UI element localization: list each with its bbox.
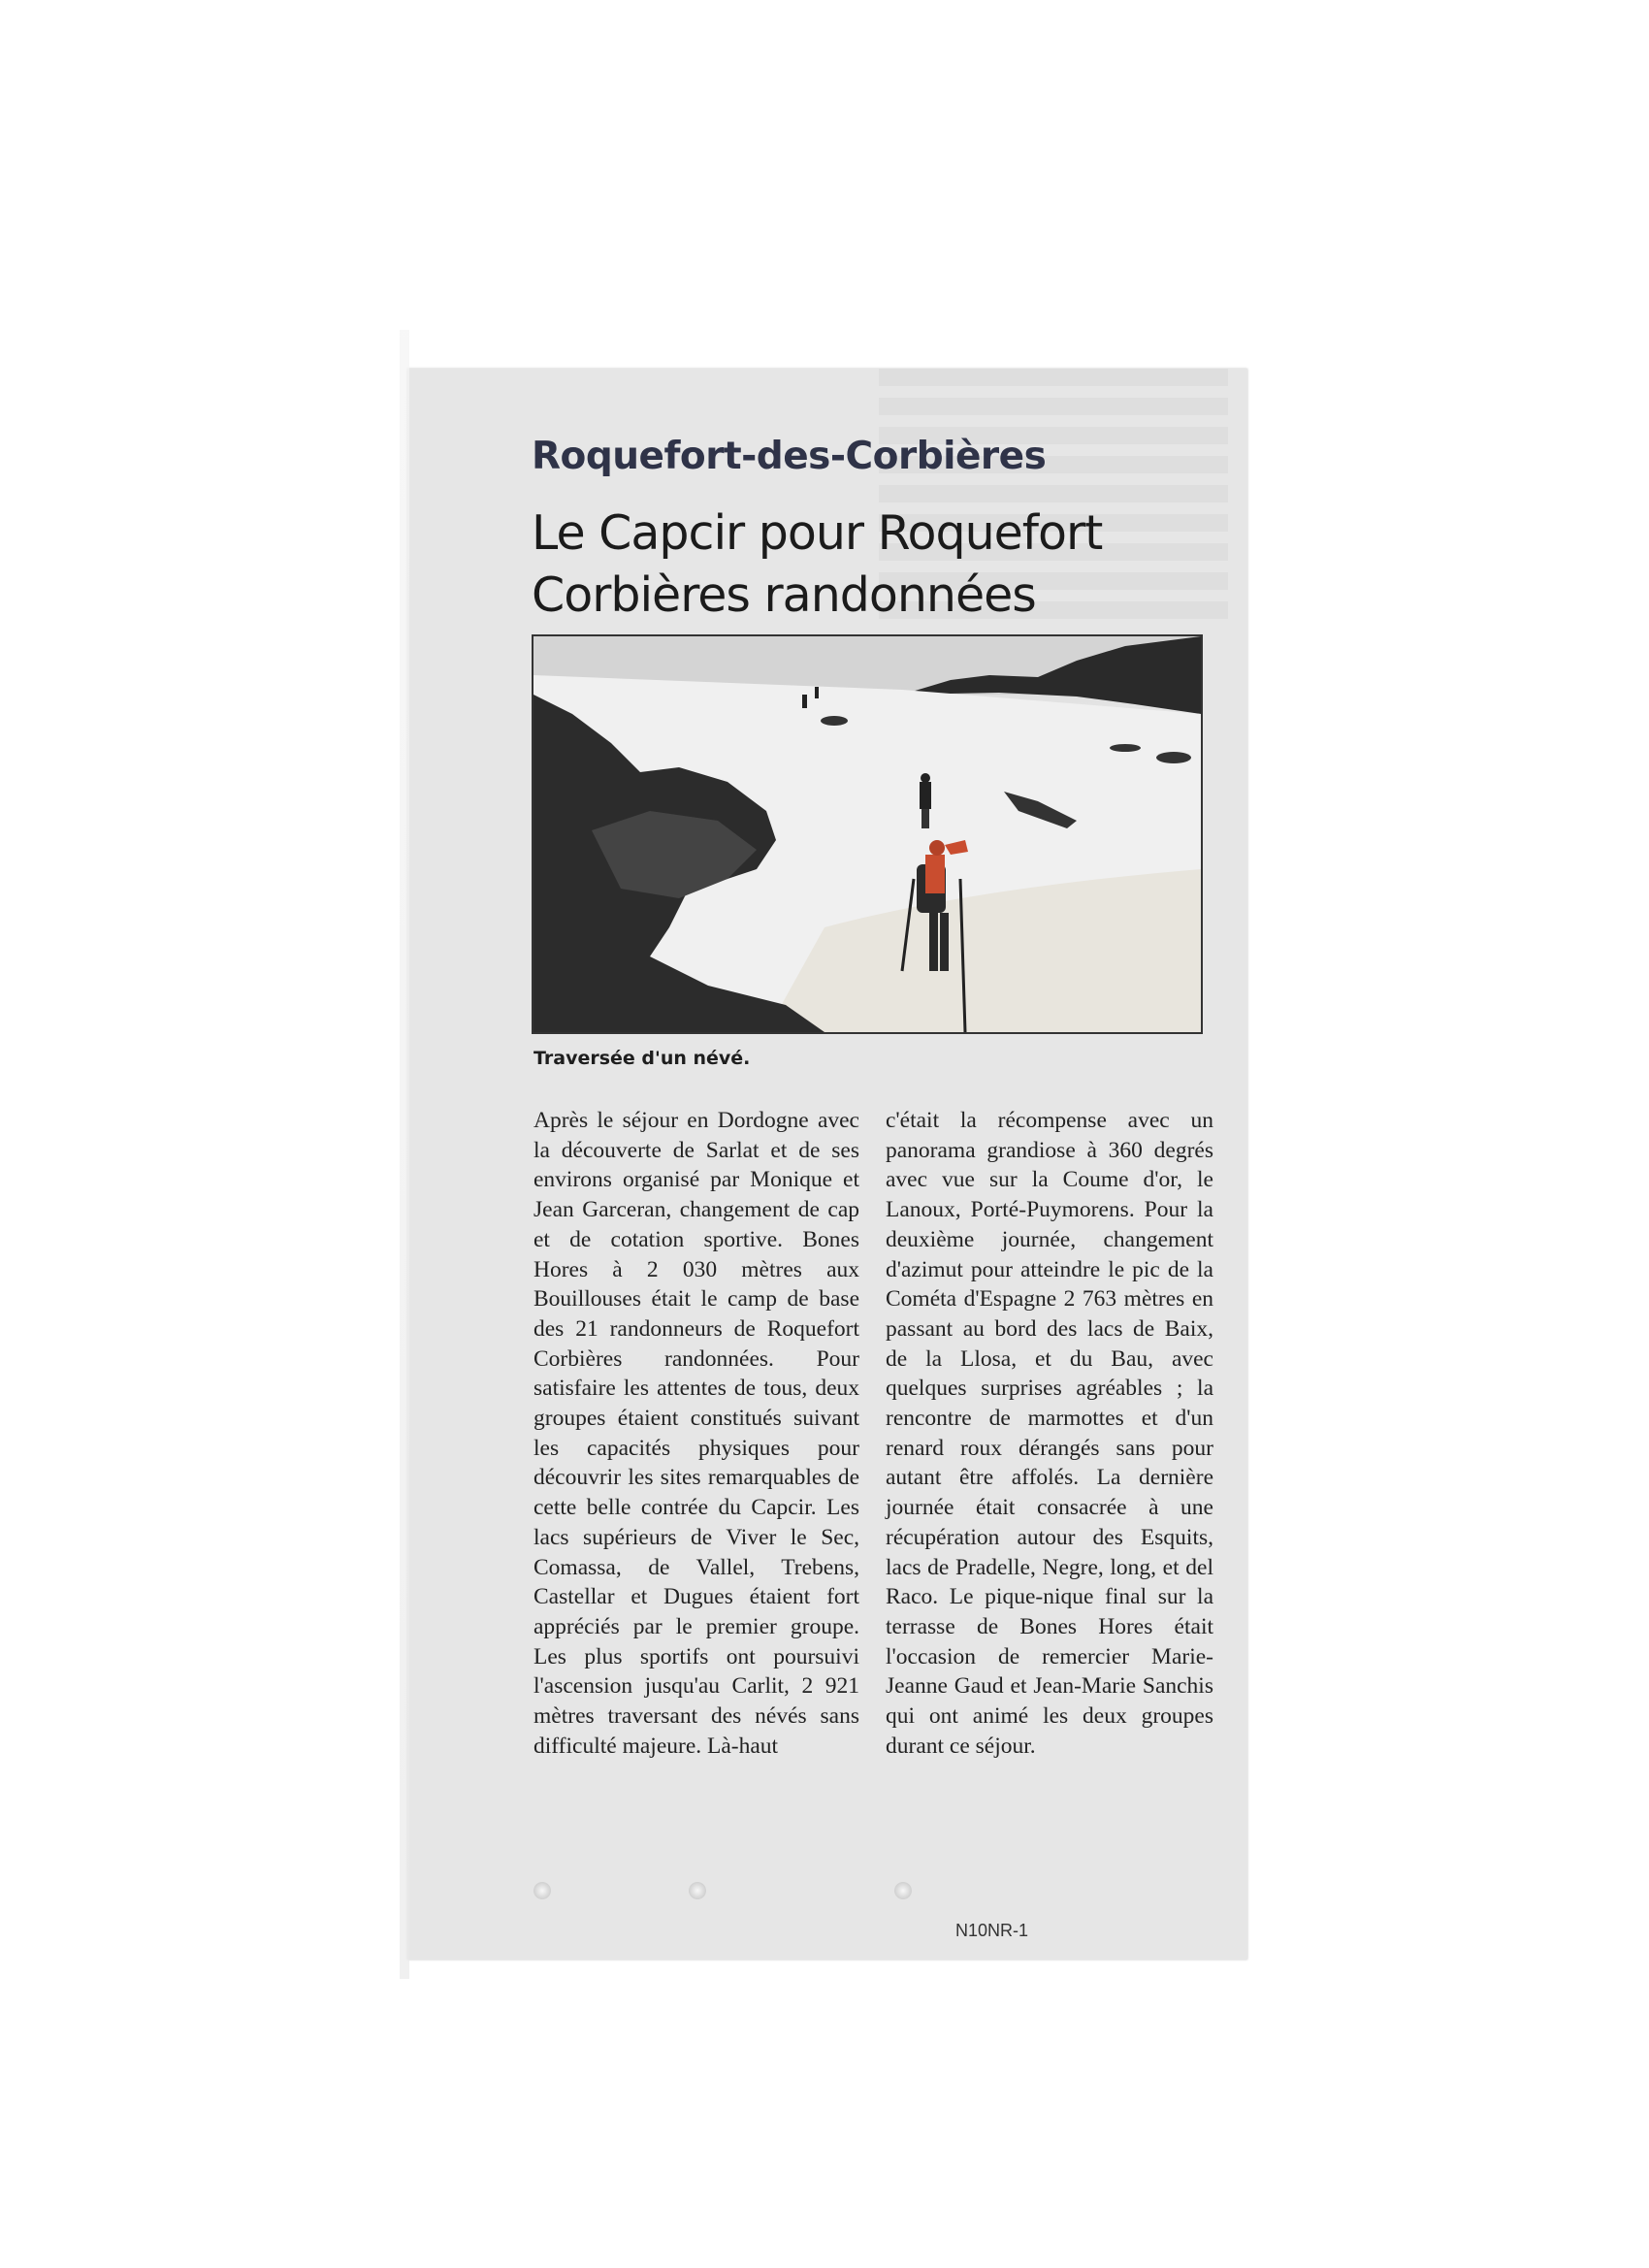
hikers-snowfield-photo [532,634,1203,1034]
headline-line-1: Le Capcir pour Roquefort [532,505,1103,561]
photo-drawing [534,636,1201,1032]
headline-line-2: Corbières randonnées [532,567,1036,623]
rubric-town: Roquefort-des-Corbières [532,435,1047,478]
photo-caption: Traversée d'un névé. [534,1048,751,1069]
headline [532,502,1211,627]
folio-code: N10NR-1 [955,1921,1029,1940]
punch-hole [534,1882,551,1899]
punch-holes [534,1882,922,1911]
newspaper-clipping [407,369,1247,1960]
punch-hole [894,1882,912,1899]
punch-hole [689,1882,706,1899]
body-column-2: c'était la récompense avec un panorama grandiose à 360 degrés avec vue sur la Coume d'or, le Lanoux, Porté-Puymorens. Pour la deuxième journée, changement d'azimut pour atteindre le pic de la Cométa d'Espagne 2 763 mètres en passant au bord des lacs de Baix, de la Llosa, et du Bau, avec quelques surprises agréables ; la rencontre de marmottes et d'un renard roux dérangés sans pour autant être affolés. La dernière journée était consacrée à une récupération autour des Esquits, lacs de Pradelle, Negre, long, et del Raco. Le pique-nique final sur la terrasse de Bones Hores était l'occasion de remercier Marie-Jeanne Gaud et Jean-Marie Sanchis qui ont animé les deux groupes durant ce séjour. [886,1108,1213,1759]
body-column-1: Après le séjour en Dordogne avec la découverte de Sarlat et de ses environs organisé par Monique et Jean Garceran, changement de cap et de cotation sportive. Bones Hores à 2 030 mètres aux Bouillouses était le camp de base des 21 randonneurs de Roquefort Corbières randonnées. Pour satisfaire les attentes de tous, deux groupes étaient constitués suivant les capacités physiques pour découvrir les sites remarquables de cette belle contrée du Capcir. Les lacs supérieurs de Viver le Sec, Comassa, de Vallel, Trebens, Castellar et Dugues étaient fort appréciés par le premier groupe. Les plus sportifs ont poursuivi l'ascension jusqu'au Carlit, 2 921 mètres traversant des névés sans difficulté majeure. Là-haut [534,1108,859,1759]
